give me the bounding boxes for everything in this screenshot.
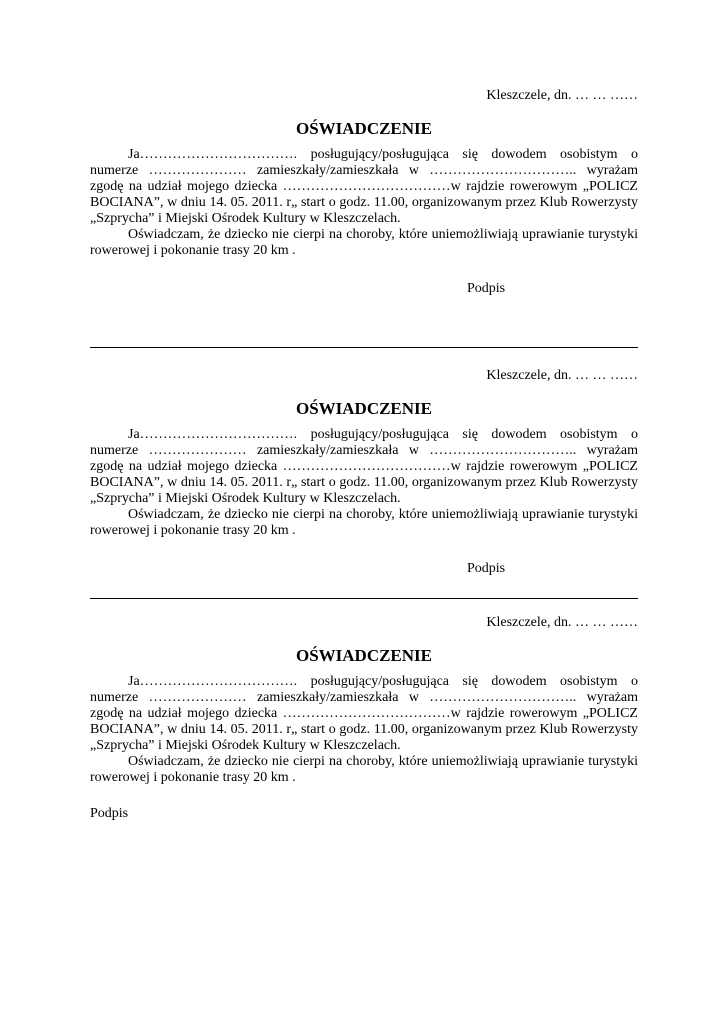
declaration-title: OŚWIADCZENIE	[295, 119, 433, 138]
declaration-body	[90, 427, 638, 539]
consent-paragraph: Ja……………………………. posługujący/posługująca się dowodem osobistym o numerze ………………… zamieszkały/zamieszkała w ………………………….. wyrażam zgodę na udział mojego dziecka ………………………………w rajdzie rowerowym „POLICZ BOCIANA”, w dniu 14. 05. 2011. r„ start o godz. 11.00, organizowanym przez Klub Rowerzysty „Szprycha” i Miejski Ośrodek Kultury w Kleszczelach.	[90, 427, 638, 506]
consent-paragraph: Ja……………………………. posługujący/posługująca się dowodem osobistym o numerze ………………… zamieszkały/zamieszkała w ………………………….. wyrażam zgodę na udział mojego dziecka ………………………………w rajdzie rowerowym „POLICZ BOCIANA”, w dniu 14. 05. 2011. r„ start o godz. 11.00, organizowanym przez Klub Rowerzysty „Szprycha” i Miejski Ośrodek Kultury w Kleszczelach.	[90, 674, 638, 753]
separator-line-2	[90, 598, 638, 599]
declaration-block-2	[90, 367, 638, 577]
health-statement-paragraph: Oświadczam, że dziecko nie cierpi na choroby, które uniemożliwiają uprawianie turystyki rowerowej i pokonanie trasy 20 km .	[90, 507, 638, 538]
separator-line-1	[90, 347, 638, 348]
declaration-body	[90, 147, 638, 259]
signature-label: Podpis	[90, 806, 129, 821]
health-statement-paragraph: Oświadczam, że dziecko nie cierpi na choroby, które uniemożliwiają uprawianie turystyki rowerowej i pokonanie trasy 20 km .	[90, 754, 638, 785]
declaration-title: OŚWIADCZENIE	[295, 646, 433, 665]
signature-label: Podpis	[467, 561, 506, 576]
declaration-body	[90, 674, 638, 786]
declaration-block-1	[90, 87, 638, 297]
consent-paragraph: Ja……………………………. posługujący/posługująca się dowodem osobistym o numerze ………………… zamieszkały/zamieszkała w ………………………….. wyrażam zgodę na udział mojego dziecka ………………………………w rajdzie rowerowym „POLICZ BOCIANA”, w dniu 14. 05. 2011. r„ start o godz. 11.00, organizowanym przez Klub Rowerzysty „Szprycha” i Miejski Ośrodek Kultury w Kleszczelach.	[90, 147, 638, 226]
declaration-title: OŚWIADCZENIE	[295, 399, 433, 418]
date-line: Kleszczele, dn. … … ……	[486, 368, 638, 383]
signature-label: Podpis	[467, 281, 506, 296]
declaration-block-3	[90, 614, 638, 822]
date-line: Kleszczele, dn. … … ……	[486, 615, 638, 630]
date-line: Kleszczele, dn. … … ……	[486, 88, 638, 103]
health-statement-paragraph: Oświadczam, że dziecko nie cierpi na choroby, które uniemożliwiają uprawianie turystyki rowerowej i pokonanie trasy 20 km .	[90, 227, 638, 258]
